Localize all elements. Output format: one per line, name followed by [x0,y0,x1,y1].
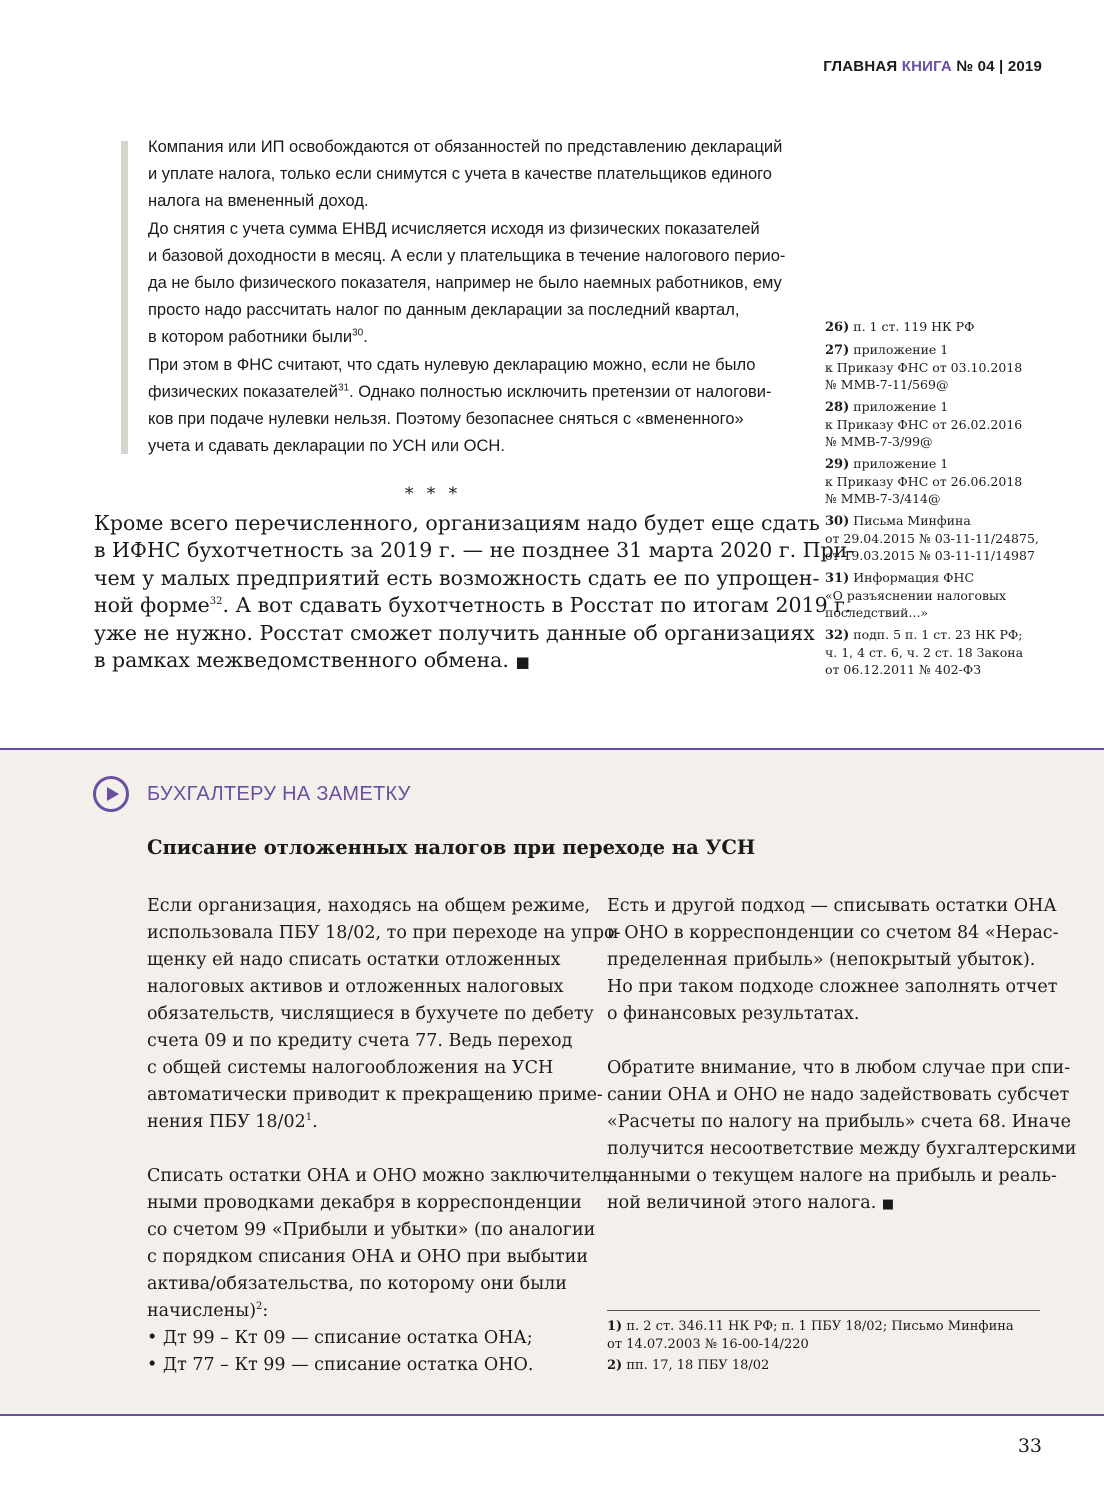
quote-paragraph [148,352,788,461]
footnote-text: к Приказу ФНС от 03.10.2018 [825,360,1023,375]
footnote-ref[interactable]: 1 [305,1112,313,1124]
footnote-text: приложение 1 [853,456,949,471]
footnote [825,512,1065,564]
text-line: чем у малых предприятий есть возможность сдать ее по упрощен- [94,565,820,590]
footnote-text: от 06.12.2011 № 402-ФЗ [825,662,982,677]
text-line: и ОНО в корреспонденции со счетом 84 «Нерас- [607,923,1059,943]
end-mark: ■ [515,653,530,672]
footnote [825,569,1065,621]
footnote-divider [607,1310,1040,1311]
text-line: «Расчеты по налогу на прибыль» счета 68. Иначе [607,1112,1072,1132]
box-column-left [147,893,621,1379]
text-run: нения ПБУ 18/02 [147,1112,306,1132]
section-divider: * * * [404,484,462,504]
footnote-number: 1) [607,1319,623,1334]
text-line: о финансовых результатах. [607,1004,860,1024]
text-line: учета и сдавать декларации по УСН или ОСН. [148,437,505,456]
text-line: ков при подаче нулевки нельзя. Поэтому безопаснее сняться с «вмененного» [148,410,744,429]
footnote [825,455,1065,507]
text-line: пределенная прибыль» (непокрытый убыток). [607,950,1036,970]
text-line: с общей системы налогообложения на УСН [147,1058,554,1078]
quote-block [148,134,788,460]
box-footnotes [607,1318,1047,1378]
text-run: : [262,1301,269,1321]
text-line [825,626,1065,644]
footnote-text: Письма Минфина [853,513,971,528]
magazine-title: ГЛАВНАЯ [823,58,898,75]
issue-number: № 04 | 2019 [956,58,1042,75]
text-line [94,592,852,619]
footnote-number: 32) [825,628,850,643]
text-line: обязательств, числящиеся в бухучете по дебету [147,1004,594,1024]
footnote-ref[interactable]: 31 [337,382,350,394]
box-column-right [607,893,1077,1218]
text-line [147,1298,587,1325]
text-line [825,341,1065,359]
text-line [825,455,1065,473]
page-number: 33 [1017,1435,1042,1457]
footnote-text: от 19.03.2015 № 03-11-11/14987 [825,548,1035,563]
text-run: ной форме [94,593,210,618]
end-mark: ■ [881,1197,895,1212]
text-run: начислены) [147,1301,257,1321]
footnote [825,398,1065,450]
text-line: уже не нужно. Росстат сможет получить данные об организациях [94,620,815,645]
footnote-number: 31) [825,571,850,586]
text-line [607,1357,1047,1375]
text-line [825,569,1065,587]
footnote-number: 2) [607,1358,623,1373]
text-line: щенку ей надо списать остатки отложенных [147,950,561,970]
footnote-text: приложение 1 [853,342,949,357]
text-line: ными проводками декабря в корреспонденции [147,1193,582,1213]
text-line: Списать остатки ОНА и ОНО можно заключитель- [147,1166,618,1186]
text-line: счета 09 и по кредиту счета 77. Ведь переход [147,1031,573,1051]
text-line [94,647,784,676]
text-line: с порядком списания ОНА и ОНО при выбытии [147,1247,589,1267]
footnote-text: п. 2 ст. 346.11 НК РФ; п. 1 ПБУ 18/02; Письмо Минфина [626,1319,1014,1334]
text-run: ной величиной этого налога. [607,1193,877,1213]
footnote-ref[interactable]: 32 [209,596,223,608]
text-line: Есть и другой подход — списывать остатки ОНА [607,896,1057,916]
quote-paragraph [148,134,788,216]
text-run: . Однако полностью исключить претензии от налогови- [349,382,772,401]
text-line [147,1109,587,1136]
footnote-text: п. 1 ст. 119 НК РФ [853,319,975,334]
quote-bar [121,141,128,454]
footnote-number: 30) [825,514,850,529]
text-line: Если организация, находясь на общем режиме, [147,896,591,916]
text-line: налога на вмененный доход. [148,192,369,211]
page-header [823,58,1042,75]
text-run: . [363,328,368,347]
play-icon [93,776,129,812]
quote-paragraph [148,216,788,352]
footnote-text: № ММВ-7-3/414@ [825,491,941,506]
text-run: . [312,1112,318,1132]
text-line: получится несоответствие между бухгалтерскими [607,1139,1077,1159]
footnote-text: к Приказу ФНС от 26.02.2016 [825,417,1023,432]
bullet-item: • Дт 77 – Кт 99 — списание остатка ОНО. [147,1355,534,1375]
footnote-number: 28) [825,400,850,415]
footnote-number: 26) [825,320,850,335]
footnote-text: последствий...» [825,605,929,620]
text-line [607,1190,1047,1218]
footnote-text: от 14.07.2003 № 16-00-14/220 [607,1337,809,1352]
text-line [148,324,788,351]
footnote-text: № ММВ-7-11/569@ [825,377,949,392]
text-line: Компания или ИП освобождаются от обязанностей по представлению деклараций [148,138,783,156]
text-run: в рамках межведомственного обмена. [94,648,509,673]
text-line [607,1318,1047,1336]
text-run: физических показателей [148,382,338,401]
box-label: БУХГАЛТЕРУ НА ЗАМЕТКУ [147,783,411,805]
footnote-text: пп. 17, 18 ПБУ 18/02 [626,1358,770,1373]
footnote-text: приложение 1 [853,399,949,414]
text-line: в ИФНС бухотчетность за 2019 г. — не позднее 31 марта 2020 г. При- [94,538,855,563]
text-line [825,398,1065,416]
footnote [825,318,1065,336]
paragraph-gap [607,1028,1047,1055]
paragraph-gap [147,1136,587,1163]
text-line: использовала ПБУ 18/02, то при переходе на упро- [147,923,621,943]
magazine-title-accent: КНИГА [901,58,952,75]
text-line: Кроме всего перечисленного, организациям надо будет еще сдать [94,511,820,535]
text-line: При этом в ФНС считают, что сдать нулевую декларацию можно, если не было [148,355,756,374]
footnote-ref[interactable]: 30 [352,327,364,339]
text-line: налоговых активов и отложенных налоговых [147,977,564,997]
text-line: и базовой доходности в месяц. А если у плательщика в течение налогового перио- [148,246,786,265]
footnote [607,1357,1047,1375]
footnote [607,1318,1047,1354]
footnote-text: № ММВ-7-3/99@ [825,434,933,449]
footnote-text: ч. 1, 4 ст. 6, ч. 2 ст. 18 Закона [825,645,1024,660]
footnote [825,341,1065,393]
footnote-text: подп. 5 п. 1 ст. 23 НК РФ; [853,627,1023,642]
text-line: да не было физического показателя, например не было наемных работников, ему [148,274,782,293]
footnote-text: «О разъяснении налоговых [825,588,1007,603]
side-footnotes [825,318,1065,683]
text-line: актива/обязательства, по которому они были [147,1274,567,1294]
text-line: До снятия с учета сумма ЕНВД исчисляется исходя из физических показателей [148,219,760,238]
text-line: просто надо рассчитать налог по данным декларации за последний квартал, [148,301,740,320]
text-run: . А вот сдавать бухотчетность в Росстат по итогам 2019 г. [222,593,852,618]
text-line: данными о текущем налоге на прибыль и реаль- [607,1166,1057,1186]
text-line: и уплате налога, только если снимутся с учета в качестве плательщиков единого [148,165,772,184]
footnote-text: к Приказу ФНС от 26.06.2018 [825,474,1023,489]
text-run: в котором работники были [148,328,353,347]
text-line [148,379,788,406]
footnote-ref[interactable]: 2 [256,1301,263,1313]
text-line: сании ОНА и ОНО не надо задействовать субсчет [607,1085,1070,1105]
footnote [825,626,1065,678]
footnote-text: Информация ФНС [853,570,975,585]
box-title: Списание отложенных налогов при переходе на УСН [147,836,756,859]
bullet-item: • Дт 99 – Кт 09 — списание остатка ОНА; [147,1328,533,1348]
footnote-number: 29) [825,457,850,472]
text-line: Обратите внимание, что в любом случае при спи- [607,1058,1071,1078]
footnote-text: от 29.04.2015 № 03-11-11/24875, [825,531,1039,546]
footnote-number: 27) [825,343,850,358]
text-line [825,512,1065,530]
text-line: Но при таком подходе сложнее заполнять отчет [607,977,1058,997]
text-line: автоматически приводит к прекращению приме- [147,1085,603,1105]
text-line: со счетом 99 «Прибыли и убытки» (по аналогии [147,1220,596,1240]
